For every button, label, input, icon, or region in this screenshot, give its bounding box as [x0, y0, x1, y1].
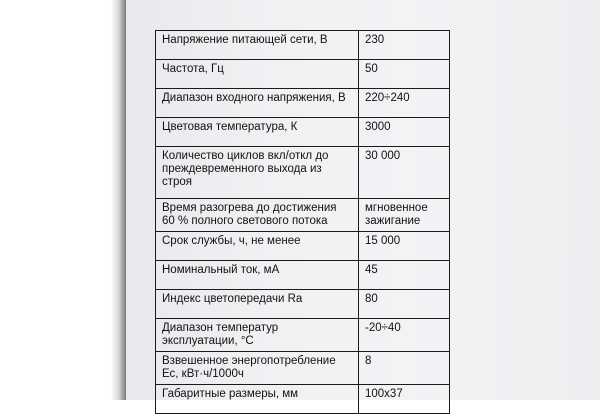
- spec-value: 8: [359, 352, 450, 385]
- spec-value: 30 000: [359, 147, 450, 199]
- spec-value: 230: [359, 31, 450, 60]
- spec-value: -20÷40: [359, 319, 450, 352]
- table-row: [156, 118, 450, 147]
- table-row: [156, 261, 450, 290]
- table-row: [156, 89, 450, 118]
- spec-value: мгновенное зажигание: [359, 199, 450, 232]
- table-row: [156, 290, 450, 319]
- spec-param: Срок службы, ч, не менее: [156, 232, 359, 261]
- table-row: [156, 319, 450, 352]
- spec-value: 80: [359, 290, 450, 319]
- spec-param: Номинальный ток, мА: [156, 261, 359, 290]
- table-row: [156, 60, 450, 89]
- spec-value: 3000: [359, 118, 450, 147]
- spec-value: 15 000: [359, 232, 450, 261]
- box-side-edge: [0, 0, 126, 400]
- table-row: [156, 385, 450, 414]
- table-row: [156, 199, 450, 232]
- table-row: [156, 232, 450, 261]
- spec-param: Напряжение питающей сети, В: [156, 31, 359, 60]
- spec-param: Частота, Гц: [156, 60, 359, 89]
- spec-value: 45: [359, 261, 450, 290]
- specifications-table: [155, 30, 450, 414]
- spec-value: 100x37: [359, 385, 450, 414]
- table-row: [156, 147, 450, 199]
- spec-param: Индекс цветопередачи Ra: [156, 290, 359, 319]
- table-row: [156, 352, 450, 385]
- spec-param: Время разогрева до достижения 60 % полного светового потока: [156, 199, 359, 232]
- spec-param: Количество циклов вкл/откл до преждевременного выхода из строя: [156, 147, 359, 199]
- spec-value: 50: [359, 60, 450, 89]
- spec-value: 220÷240: [359, 89, 450, 118]
- spec-param: Диапазон температур эксплуатации, °С: [156, 319, 359, 352]
- spec-param: Взвешенное энергопотребление Ес, кВт·ч/1000ч: [156, 352, 359, 385]
- spec-param: Цветовая температура, К: [156, 118, 359, 147]
- spec-param: Габаритные размеры, мм: [156, 385, 359, 414]
- spec-param: Диапазон входного напряжения, В: [156, 89, 359, 118]
- table-row: [156, 31, 450, 60]
